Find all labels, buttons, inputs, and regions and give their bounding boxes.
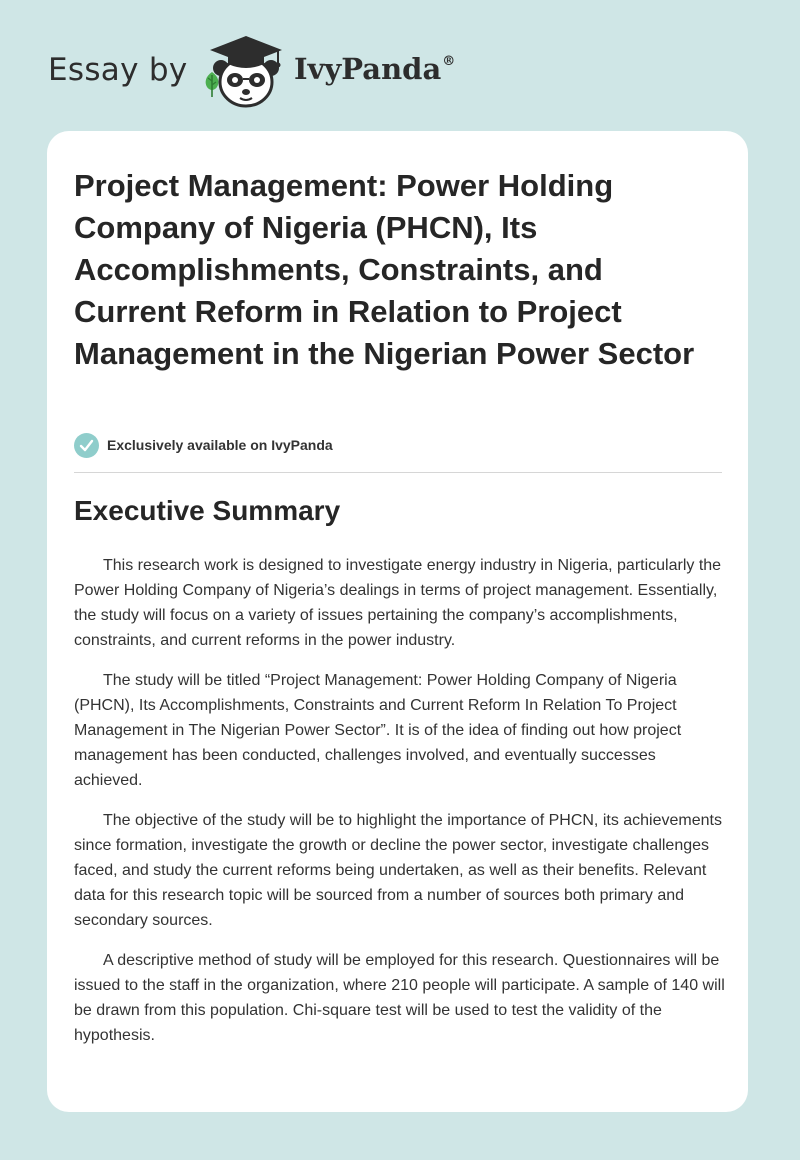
paragraph: The objective of the study will be to highlight the importance of PHCN, its achievements since formation, investigate the growth or decline the power sector, investigate challenges faced, and study the current reforms being undertaken, as well as their benefits. Relevant data for this research topic will be sourced from a number of sources both primary and secondary sources. bbox=[74, 812, 722, 929]
panda-graduation-cap-icon bbox=[204, 32, 288, 110]
brand-name: IvyPanda® bbox=[294, 52, 456, 86]
section-heading: Executive Summary bbox=[74, 495, 341, 526]
body-text bbox=[74, 553, 728, 1063]
essay-by-label: Essay by bbox=[48, 52, 188, 88]
site-header bbox=[48, 30, 468, 110]
exclusive-label: Exclusively available on IvyPanda bbox=[107, 437, 333, 453]
paragraph: The study will be titled “Project Management: Power Holding Company of Nigeria (PHCN), Its Accomplishments, Constraints and Current Reform In Relation To Project Management in The Nigerian Power Sector”. It is of the idea of finding out how project management has been conducted, challenges involved, and eventually successes achieved. bbox=[74, 672, 682, 789]
registered-mark: ® bbox=[442, 54, 456, 69]
essay-card bbox=[47, 131, 748, 1112]
check-icon bbox=[74, 433, 99, 458]
exclusive-badge bbox=[74, 432, 333, 458]
paragraph: A descriptive method of study will be employed for this research. Questionnaires will be issued to the staff in the organization, where 210 people will participate. A sample of 140 will be drawn from this population. Chi-square test will be used to test the validity of the hypothesis. bbox=[74, 952, 725, 1044]
divider bbox=[74, 472, 722, 473]
page-title: Project Management: Power Holding Company of Nigeria (PHCN), Its Accomplishments, Constraints, and Current Reform in Relation to Project Management in the Nigerian Power Sector bbox=[74, 168, 695, 371]
paragraph: This research work is designed to investigate energy industry in Nigeria, particularly the Power Holding Company of Nigeria’s dealings in terms of project management. Essentially, the study will focus on a variety of issues pertaining the company’s accomplishments, constraints, and current reforms in the power industry. bbox=[74, 557, 722, 649]
